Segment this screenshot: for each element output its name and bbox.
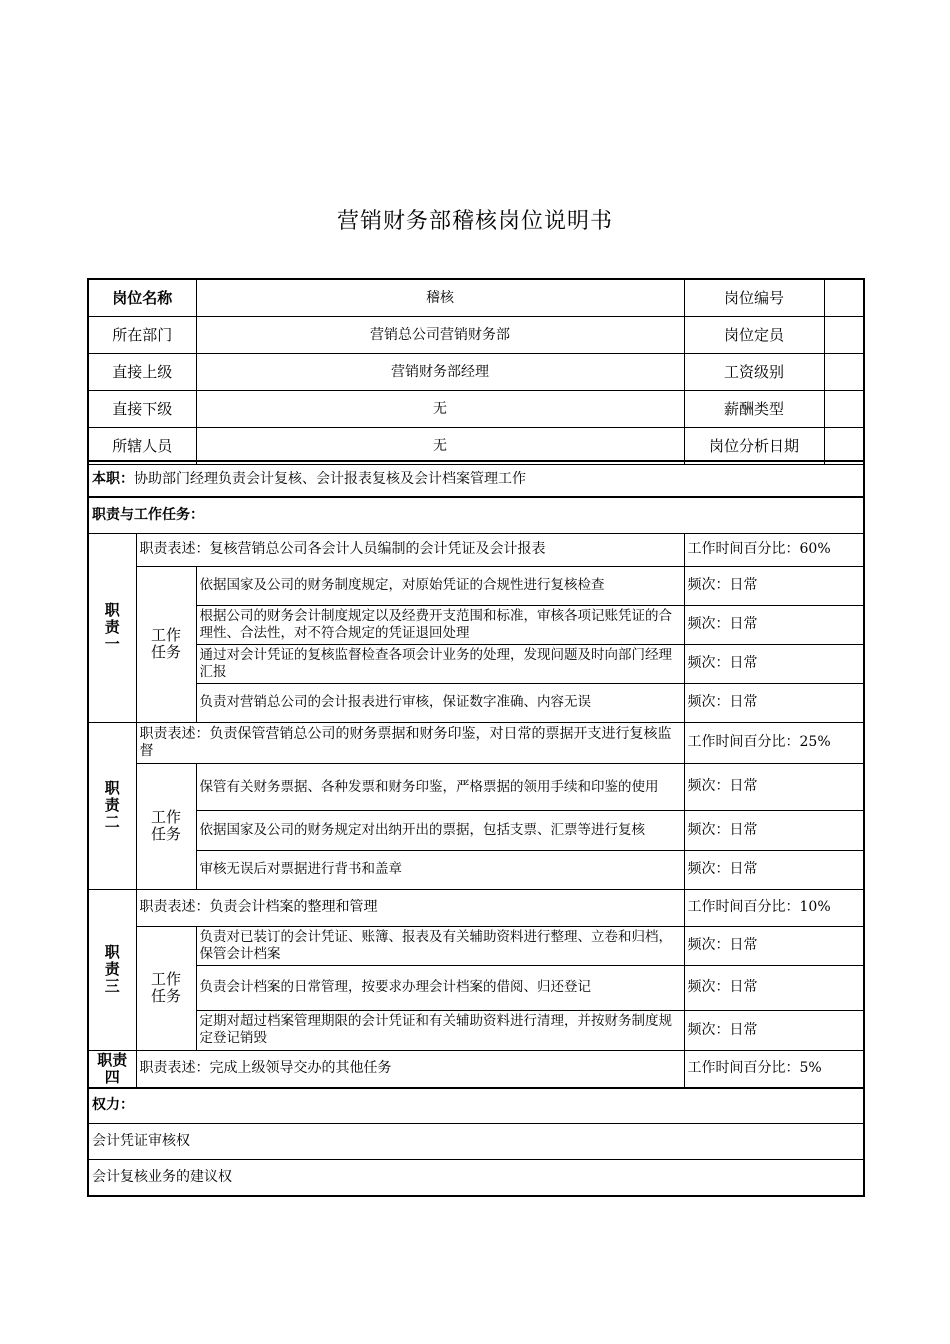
duty-1-pct: 工作时间百分比：60% bbox=[684, 533, 864, 566]
duty-1-task-4: 负责对营销总公司的会计报表进行审核，保证数字准确、内容无误 bbox=[196, 683, 684, 722]
department-value: 营销总公司营销财务部 bbox=[196, 317, 684, 354]
duty-3-task-3-freq: 频次：日常 bbox=[684, 1010, 864, 1050]
power-item-2: 会计复核业务的建议权 bbox=[88, 1160, 864, 1196]
duty-4-pct: 工作时间百分比：5% bbox=[684, 1050, 864, 1088]
position-name-value: 稽核 bbox=[196, 279, 684, 317]
duties-section-title: 职责与工作任务： bbox=[88, 497, 864, 533]
duty-4-desc: 职责表述：完成上级领导交办的其他任务 bbox=[136, 1050, 684, 1088]
duty-3-label-text: 职责三 bbox=[104, 943, 120, 995]
duty-1-label-text: 职责一 bbox=[104, 601, 120, 653]
analysis-date-label: 岗位分析日期 bbox=[684, 428, 824, 465]
duty-1-work-tasks-text: 工作任务 bbox=[150, 626, 181, 661]
main-duty-row bbox=[88, 461, 864, 497]
supervisor-label: 直接上级 bbox=[88, 354, 196, 391]
duty-3-desc: 职责表述：负责会计档案的整理和管理 bbox=[136, 889, 684, 926]
duty-2-work-tasks-text: 工作任务 bbox=[150, 808, 181, 843]
page-title: 营销财务部稽核岗位说明书 bbox=[336, 209, 613, 234]
position-name-label: 岗位名称 bbox=[88, 279, 196, 317]
position-code-value bbox=[824, 279, 864, 317]
duty-2-task-2: 依据国家及公司的财务规定对出纳开出的票据，包括支票、汇票等进行复核 bbox=[196, 810, 684, 850]
duty-1-label bbox=[88, 533, 136, 722]
salary-grade-value bbox=[824, 354, 864, 391]
duty-1-task-2: 根据公司的财务会计制度规定以及经费开支范围和标准，审核各项记账凭证的合理性、合法性，对不符合规定的凭证退回处理 bbox=[196, 605, 684, 644]
duty-1-task-1-freq: 频次：日常 bbox=[684, 566, 864, 605]
duty-3-task-2: 负责会计档案的日常管理，按要求办理会计档案的借阅、归还登记 bbox=[196, 965, 684, 1010]
headcount-label: 岗位定员 bbox=[684, 317, 824, 354]
duty-1-task-4-freq: 频次：日常 bbox=[684, 683, 864, 722]
duty-3-label bbox=[88, 889, 136, 1050]
duty-1-desc: 职责表述：复核营销总公司各会计人员编制的会计凭证及会计报表 bbox=[136, 533, 684, 566]
duty-3-task-1: 负责对已装订的会计凭证、账簿、报表及有关辅助资料进行整理、立卷和归档，保管会计档案 bbox=[196, 926, 684, 965]
staff-label: 所辖人员 bbox=[88, 428, 196, 465]
duty-3-work-tasks-text: 工作任务 bbox=[150, 970, 181, 1005]
department-label: 所在部门 bbox=[88, 317, 196, 354]
main-duty-text: 协助部门经理负责会计复核、会计报表复核及会计档案管理工作 bbox=[134, 470, 526, 487]
pay-type-value bbox=[824, 391, 864, 428]
duty-3-task-2-freq: 频次：日常 bbox=[684, 965, 864, 1010]
position-code-label: 岗位编号 bbox=[684, 279, 824, 317]
duty-1-task-3-freq: 频次：日常 bbox=[684, 644, 864, 683]
job-description-table bbox=[87, 278, 864, 465]
duty-3-work-tasks-label bbox=[136, 926, 196, 1050]
staff-value: 无 bbox=[196, 428, 684, 465]
duty-4-label: 职责四 bbox=[88, 1050, 136, 1088]
duty-2-task-1: 保管有关财务票据、各种发票和财务印鉴，严格票据的领用手续和印鉴的使用 bbox=[196, 763, 684, 810]
duty-3-pct: 工作时间百分比：10% bbox=[684, 889, 864, 926]
power-section-title: 权力： bbox=[88, 1088, 864, 1124]
duty-3-task-3: 定期对超过档案管理期限的会计凭证和有关辅助资料进行清理，并按财务制度规定登记销毁 bbox=[196, 1010, 684, 1050]
duty-2-label bbox=[88, 722, 136, 889]
duty-1-work-tasks-label bbox=[136, 566, 196, 722]
duty-2-task-2-freq: 频次：日常 bbox=[684, 810, 864, 850]
duty-2-task-3: 审核无误后对票据进行背书和盖章 bbox=[196, 850, 684, 889]
supervisor-value: 营销财务部经理 bbox=[196, 354, 684, 391]
duty-2-label-text: 职责二 bbox=[104, 779, 120, 831]
duty-2-pct: 工作时间百分比：25% bbox=[684, 722, 864, 763]
duty-2-desc: 职责表述：负责保管营销总公司的财务票据和财务印鉴，对日常的票据开支进行复核监督 bbox=[136, 722, 684, 763]
power-item-1: 会计凭证审核权 bbox=[88, 1124, 864, 1160]
duty-3-task-1-freq: 频次：日常 bbox=[684, 926, 864, 965]
pay-type-label: 薪酬类型 bbox=[684, 391, 824, 428]
salary-grade-label: 工资级别 bbox=[684, 354, 824, 391]
duty-1-task-2-freq: 频次：日常 bbox=[684, 605, 864, 644]
subordinate-label: 直接下级 bbox=[88, 391, 196, 428]
duty-2-task-3-freq: 频次：日常 bbox=[684, 850, 864, 889]
main-duty-label: 本职： bbox=[92, 470, 134, 487]
duty-1-task-3: 通过对会计凭证的复核监督检查各项会计业务的处理，发现问题及时向部门经理汇报 bbox=[196, 644, 684, 683]
duty-2-work-tasks-label bbox=[136, 763, 196, 889]
analysis-date-value bbox=[824, 428, 864, 465]
duties-table bbox=[87, 460, 865, 1197]
duty-2-task-1-freq: 频次：日常 bbox=[684, 763, 864, 810]
subordinate-value: 无 bbox=[196, 391, 684, 428]
headcount-value bbox=[824, 317, 864, 354]
duty-1-task-1: 依据国家及公司的财务制度规定，对原始凭证的合规性进行复核检查 bbox=[196, 566, 684, 605]
